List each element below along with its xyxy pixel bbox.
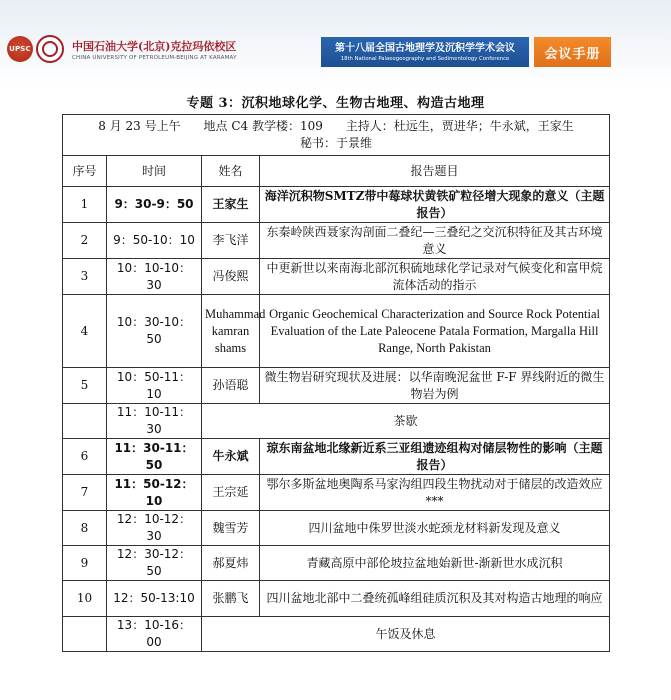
handbook-badge: 会议手册: [534, 37, 611, 67]
upsc-logo-icon: UPSC: [7, 36, 33, 62]
row-title: 四川盆地北部中二叠统孤峰组硅质沉积及其对构造古地理的响应: [260, 581, 610, 617]
session-info-row: [63, 115, 610, 156]
schedule-table: [62, 114, 610, 652]
conference-name-en: 18th National Palaeogeography and Sedimentology Conference: [340, 56, 510, 62]
row-time: 12：30-12：50: [107, 546, 202, 581]
row-no: 6: [63, 439, 107, 475]
row-time: 9：50-10：10: [107, 223, 202, 259]
header-title: 报告题目: [260, 156, 610, 187]
page-title: 专题 3：沉积地球化学、生物古地理、构造古地理: [186, 96, 485, 111]
session-line: 8 月 23 号上午 地点 C4 教学楼：109 主持人：杜远生，贾进华；牛永斌，王家生: [98, 119, 574, 133]
break-time: 11：10-11：30: [107, 404, 202, 439]
row-time: 10：30-10：50: [107, 295, 202, 368]
session-info: [63, 115, 610, 156]
row-title: 海洋沉积物SMTZ带中莓球状黄铁矿粒径增大现象的意义（主题报告）: [260, 187, 610, 223]
header-name: 姓名: [202, 156, 260, 187]
row-name: 王宗延: [202, 475, 260, 511]
row-title: 东秦岭陕西聂家沟剖面二叠纪—三叠纪之交沉积特征及其古环境意义: [260, 223, 610, 259]
row-time: 10：10-10：30: [107, 259, 202, 295]
table-row: [63, 368, 610, 404]
table-row: [63, 546, 610, 581]
header-time: 时间: [107, 156, 202, 187]
row-no: 4: [63, 295, 107, 368]
row-no: 1: [63, 187, 107, 223]
lunch-row: [63, 617, 610, 652]
row-name: 张鹏飞: [202, 581, 260, 617]
row-no: 8: [63, 511, 107, 546]
table-row: [63, 475, 610, 511]
row-name: Muhammad kamran shams: [202, 295, 260, 368]
row-time: 9：30-9：50: [107, 187, 202, 223]
row-name: 孙语聪: [202, 368, 260, 404]
lunch-label: 午饭及休息: [202, 617, 610, 652]
header-no: 序号: [63, 156, 107, 187]
break-label: 茶歇: [202, 404, 610, 439]
row-name: 牛永斌: [202, 439, 260, 475]
row-no: 7: [63, 475, 107, 511]
break-row: [63, 404, 610, 439]
header-banner: [0, 0, 671, 88]
table-row: [63, 295, 610, 368]
row-name: 李飞洋: [202, 223, 260, 259]
table-row: [63, 439, 610, 475]
row-name: 冯俊熙: [202, 259, 260, 295]
row-title: 琼东南盆地北缘新近系三亚组遗迹组构对储层物性的影响（主题报告）: [260, 439, 610, 475]
row-title: 中更新世以来南海北部沉积硫地球化学记录对气候变化和富甲烷流体活动的指示: [260, 259, 610, 295]
row-no: 5: [63, 368, 107, 404]
table-row: [63, 581, 610, 617]
university-name-en: CHINA UNIVERSITY OF PETROLEUM-BEIJING AT KARAMAY: [72, 55, 237, 61]
row-title: 微生物岩研究现状及进展：以华南晚泥盆世 F-F 界线附近的微生物岩为例: [260, 368, 610, 404]
row-no: 3: [63, 259, 107, 295]
row-no: 2: [63, 223, 107, 259]
table-row: [63, 187, 610, 223]
university-name: 中国石油大学(北京)克拉玛依校区: [72, 40, 237, 53]
row-name: 郝夏炜: [202, 546, 260, 581]
row-time: 11：50-12：10: [107, 475, 202, 511]
row-no: 10: [63, 581, 107, 617]
row-time: 12：10-12：30: [107, 511, 202, 546]
row-title: 青藏高原中部伦坡拉盆地始新世-渐新世水成沉积: [260, 546, 610, 581]
conference-banner: [321, 37, 529, 67]
row-time: 11：30-11：50: [107, 439, 202, 475]
table-header-row: [63, 156, 610, 187]
row-title: Organic Geochemical Characterization and Source Rock Potential Evaluation of the Late Paleocene Patala Formation, Margalla Hill Range, North Pakistan: [260, 295, 610, 368]
row-title: 鄂尔多斯盆地奥陶系马家沟组四段生物扰动对于储层的改造效应***: [260, 475, 610, 511]
table-row: [63, 259, 610, 295]
lunch-time: 13：10-16：00: [107, 617, 202, 652]
row-name: 王家生: [202, 187, 260, 223]
row-time: 10：50-11：10: [107, 368, 202, 404]
university-emblem-icon: [36, 35, 64, 63]
table-row: [63, 223, 610, 259]
row-no: 9: [63, 546, 107, 581]
row-name: 魏雪芳: [202, 511, 260, 546]
row-title: 四川盆地中侏罗世淡水蛇颈龙材料新发现及意义: [260, 511, 610, 546]
table-row: [63, 511, 610, 546]
secretary-line: 秘书：于景维: [300, 136, 373, 150]
conference-name: 第十八届全国古地理学及沉积学学术会议: [335, 43, 515, 54]
row-time: 12：50-13:10: [107, 581, 202, 617]
